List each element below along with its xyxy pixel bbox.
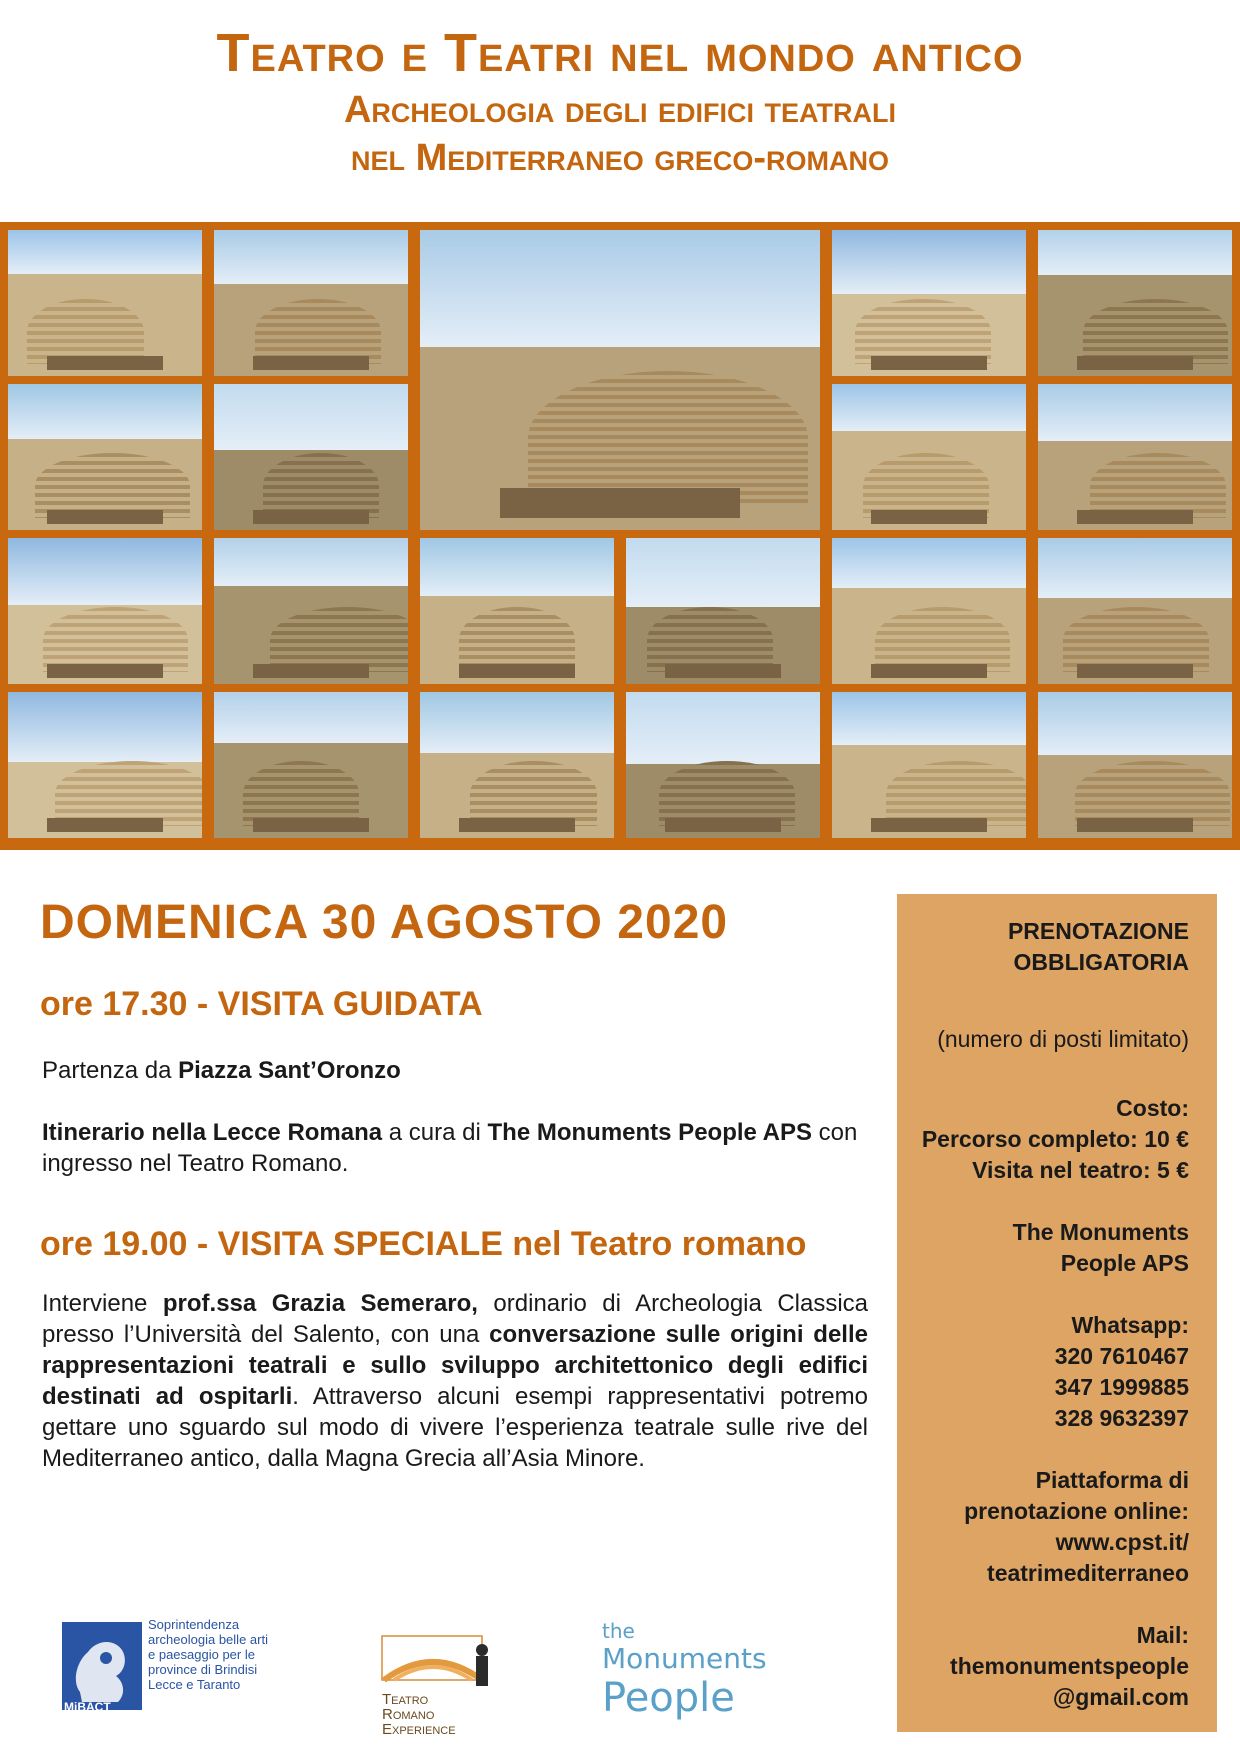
conversation-topic: conversazione sulle origini delle rappresentazioni teatrali e sullo sviluppo architettonico degli edifici destinati ad ospitarli xyxy=(42,1321,868,1410)
theatre-photo xyxy=(214,538,408,684)
mail-line1[interactable]: themonumentspeople xyxy=(950,1653,1189,1679)
visit2-description xyxy=(42,1288,868,1474)
teatro-line1: Teatro xyxy=(382,1691,429,1708)
phone-2: 347 1999885 xyxy=(1054,1374,1189,1400)
theatre-photo xyxy=(214,692,408,838)
booking-url-line1[interactable]: www.cpst.it/ xyxy=(1055,1529,1189,1555)
phone-1: 320 7610467 xyxy=(1054,1343,1189,1369)
page-title: Teatro e Teatri nel mondo antico xyxy=(216,23,1024,83)
theatre-photo xyxy=(8,384,202,530)
visit2-end: . Attraverso alcuni esempi rappresentativi potremo gettare uno sguardo sul modo di vivere l’esperienza teatrale sulle rive del Mediterraneo antico, dalla Magna Grecia all’Asia Minore. xyxy=(42,1383,868,1472)
title-block xyxy=(0,20,1240,182)
theatre-photo xyxy=(214,384,408,530)
theatre-photo xyxy=(8,538,202,684)
mibac-logo xyxy=(62,1622,142,1710)
photo-mosaic xyxy=(0,222,1240,850)
theatre-photo xyxy=(626,692,820,838)
departure-prefix: Partenza da xyxy=(42,1057,179,1084)
theatre-photo xyxy=(1038,384,1232,530)
itinerary-mid: a cura di xyxy=(382,1119,488,1146)
visit2-start: Interviene xyxy=(42,1290,163,1317)
theatre-photo xyxy=(8,230,202,376)
theatre-photo xyxy=(1038,538,1232,684)
teatro-line3: Experience xyxy=(382,1721,456,1738)
org-line1: The Monuments xyxy=(1012,1219,1189,1245)
cost-label: Costo: xyxy=(1116,1095,1189,1121)
monuments-people-logo xyxy=(602,1620,767,1720)
org-line2: People APS xyxy=(1060,1250,1189,1276)
mail-line2[interactable]: @gmail.com xyxy=(1052,1684,1189,1710)
booking-line2: OBBLIGATORIA xyxy=(1013,949,1189,975)
itinerary-org: The Monuments People APS xyxy=(487,1119,812,1146)
theatre-photo xyxy=(1038,692,1232,838)
limited-seats: (numero di posti limitato) xyxy=(937,1026,1189,1052)
theatre-photo xyxy=(420,538,614,684)
booking-url-line2[interactable]: teatrimediterraneo xyxy=(987,1560,1189,1586)
theatre-photo xyxy=(420,230,820,530)
departure-text xyxy=(42,1055,868,1086)
event-date: DOMENICA 30 AGOSTO 2020 xyxy=(40,896,729,949)
itinerary-end: con ingresso nel Teatro Romano. xyxy=(42,1119,858,1177)
cost-full: Percorso completo: 10 € xyxy=(921,1126,1189,1152)
mibac-short: MiBACT xyxy=(64,1700,111,1714)
platform-line1: Piattaforma di xyxy=(1035,1467,1189,1493)
theatre-photo xyxy=(420,692,614,838)
platform-line2: prenotazione online: xyxy=(964,1498,1189,1524)
theatre-photo xyxy=(214,230,408,376)
tmp-the: the xyxy=(602,1619,635,1643)
speaker-name: prof.ssa Grazia Semeraro, xyxy=(162,1290,478,1317)
theatre-photo xyxy=(832,384,1026,530)
teatro-romano-text xyxy=(382,1692,456,1737)
theatre-photo xyxy=(832,538,1026,684)
whatsapp-label: Whatsapp: xyxy=(1071,1312,1189,1338)
theatre-photo xyxy=(832,692,1026,838)
visit2-mid: ordinario di Archeologia Classica presso l’Università del Salento, con una xyxy=(42,1290,869,1348)
visit1-heading: ore 17.30 - VISITA GUIDATA xyxy=(40,985,483,1023)
booking-sidebar xyxy=(897,894,1217,1732)
theatre-photo xyxy=(832,230,1026,376)
page-subtitle-line2: nel Mediterraneo greco-romano xyxy=(351,137,889,179)
tmp-people: People xyxy=(602,1675,735,1721)
mibac-text: Soprintendenza archeologia belle arti e paesaggio per le province di Brindisi Lecce e Taranto xyxy=(148,1617,268,1692)
booking-line1: PRENOTAZIONE xyxy=(1007,918,1189,944)
departure-place: Piazza Sant’Oronzo xyxy=(178,1057,401,1084)
mail-label: Mail: xyxy=(1136,1622,1189,1648)
teatro-line2: Romano xyxy=(382,1706,435,1723)
visit2-heading: ore 19.00 - VISITA SPECIALE nel Teatro romano xyxy=(40,1225,807,1263)
theatre-photo xyxy=(626,538,820,684)
theatre-photo xyxy=(1038,230,1232,376)
phone-3: 328 9632397 xyxy=(1054,1405,1189,1431)
tmp-monuments: Monuments xyxy=(602,1642,767,1675)
theatre-photo xyxy=(8,692,202,838)
itinerary-title: Itinerario nella Lecce Romana xyxy=(42,1119,383,1146)
itinerary-text xyxy=(42,1117,868,1179)
page-subtitle-line1: Archeologia degli edifici teatrali xyxy=(343,89,897,131)
cost-theatre: Visita nel teatro: 5 € xyxy=(972,1157,1189,1183)
